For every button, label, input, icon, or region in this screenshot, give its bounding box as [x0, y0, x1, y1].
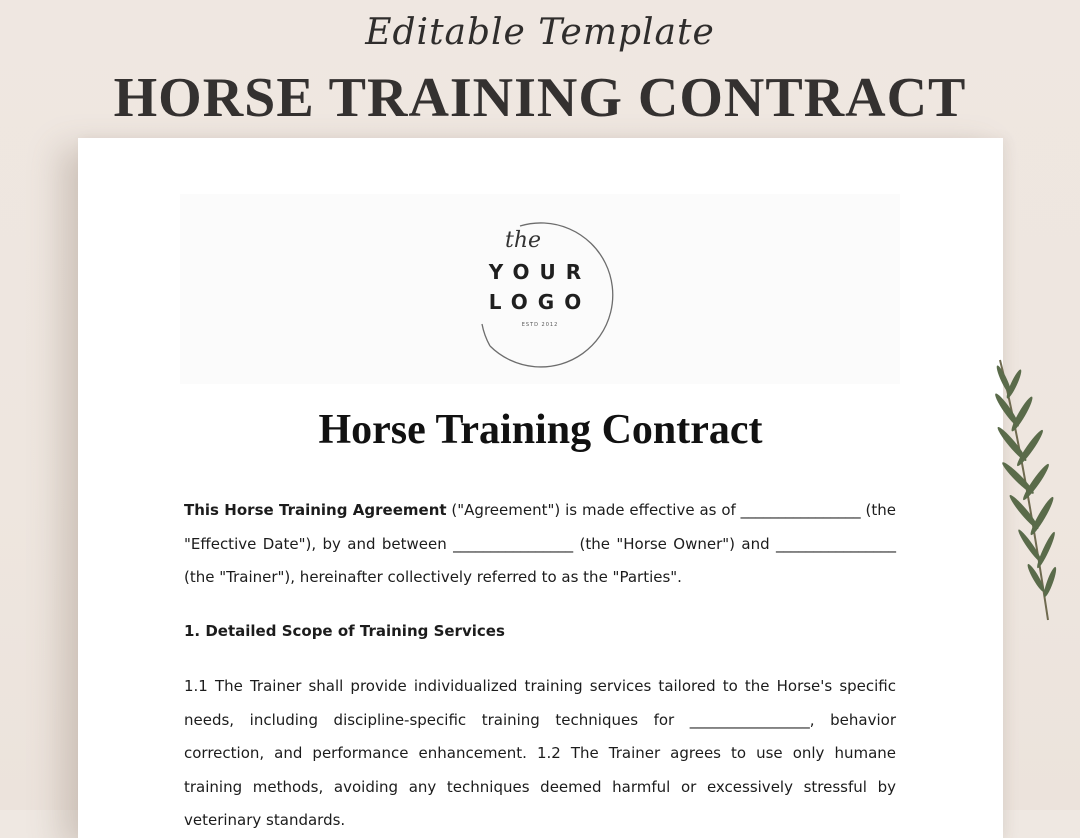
intro-paragraph — [184, 494, 896, 595]
logo-word-logo: LOGO — [488, 290, 592, 314]
document-page — [78, 138, 1003, 838]
rosemary-sprig-icon — [980, 350, 1080, 640]
script-heading: Editable Template — [365, 12, 715, 53]
logo-word-your: YOUR — [488, 260, 592, 284]
intro-bold-lead: This Horse Training Agreement — [184, 501, 447, 519]
logo-placeholder — [180, 194, 900, 384]
logo-script-word: the — [505, 228, 542, 253]
main-heading: HORSE TRAINING CONTRACT — [113, 67, 967, 129]
section-1-body: 1.1 The Trainer shall provide individualized training services tailored to the Horse's specific needs, including discipline-specific training techniques for ________________, behavior correction, and performance enhancement. 1.2 The Trainer agrees to use only humane training methods, avoiding any techniques deemed harmful or excessively stressful by veterinary standards. — [184, 677, 896, 829]
document-title: Horse Training Contract — [318, 407, 763, 453]
section-1-heading: 1. Detailed Scope of Training Services — [184, 622, 505, 640]
intro-rest: ("Agreement") is made effective as of ________________ (the "Effective Date"), by and between ________________ (the "Horse Owner") and ________________ (the "Trainer"), hereinafter collectively referred to as the "Parties". — [184, 501, 896, 586]
logo-estd: ESTD 2012 — [521, 322, 559, 328]
